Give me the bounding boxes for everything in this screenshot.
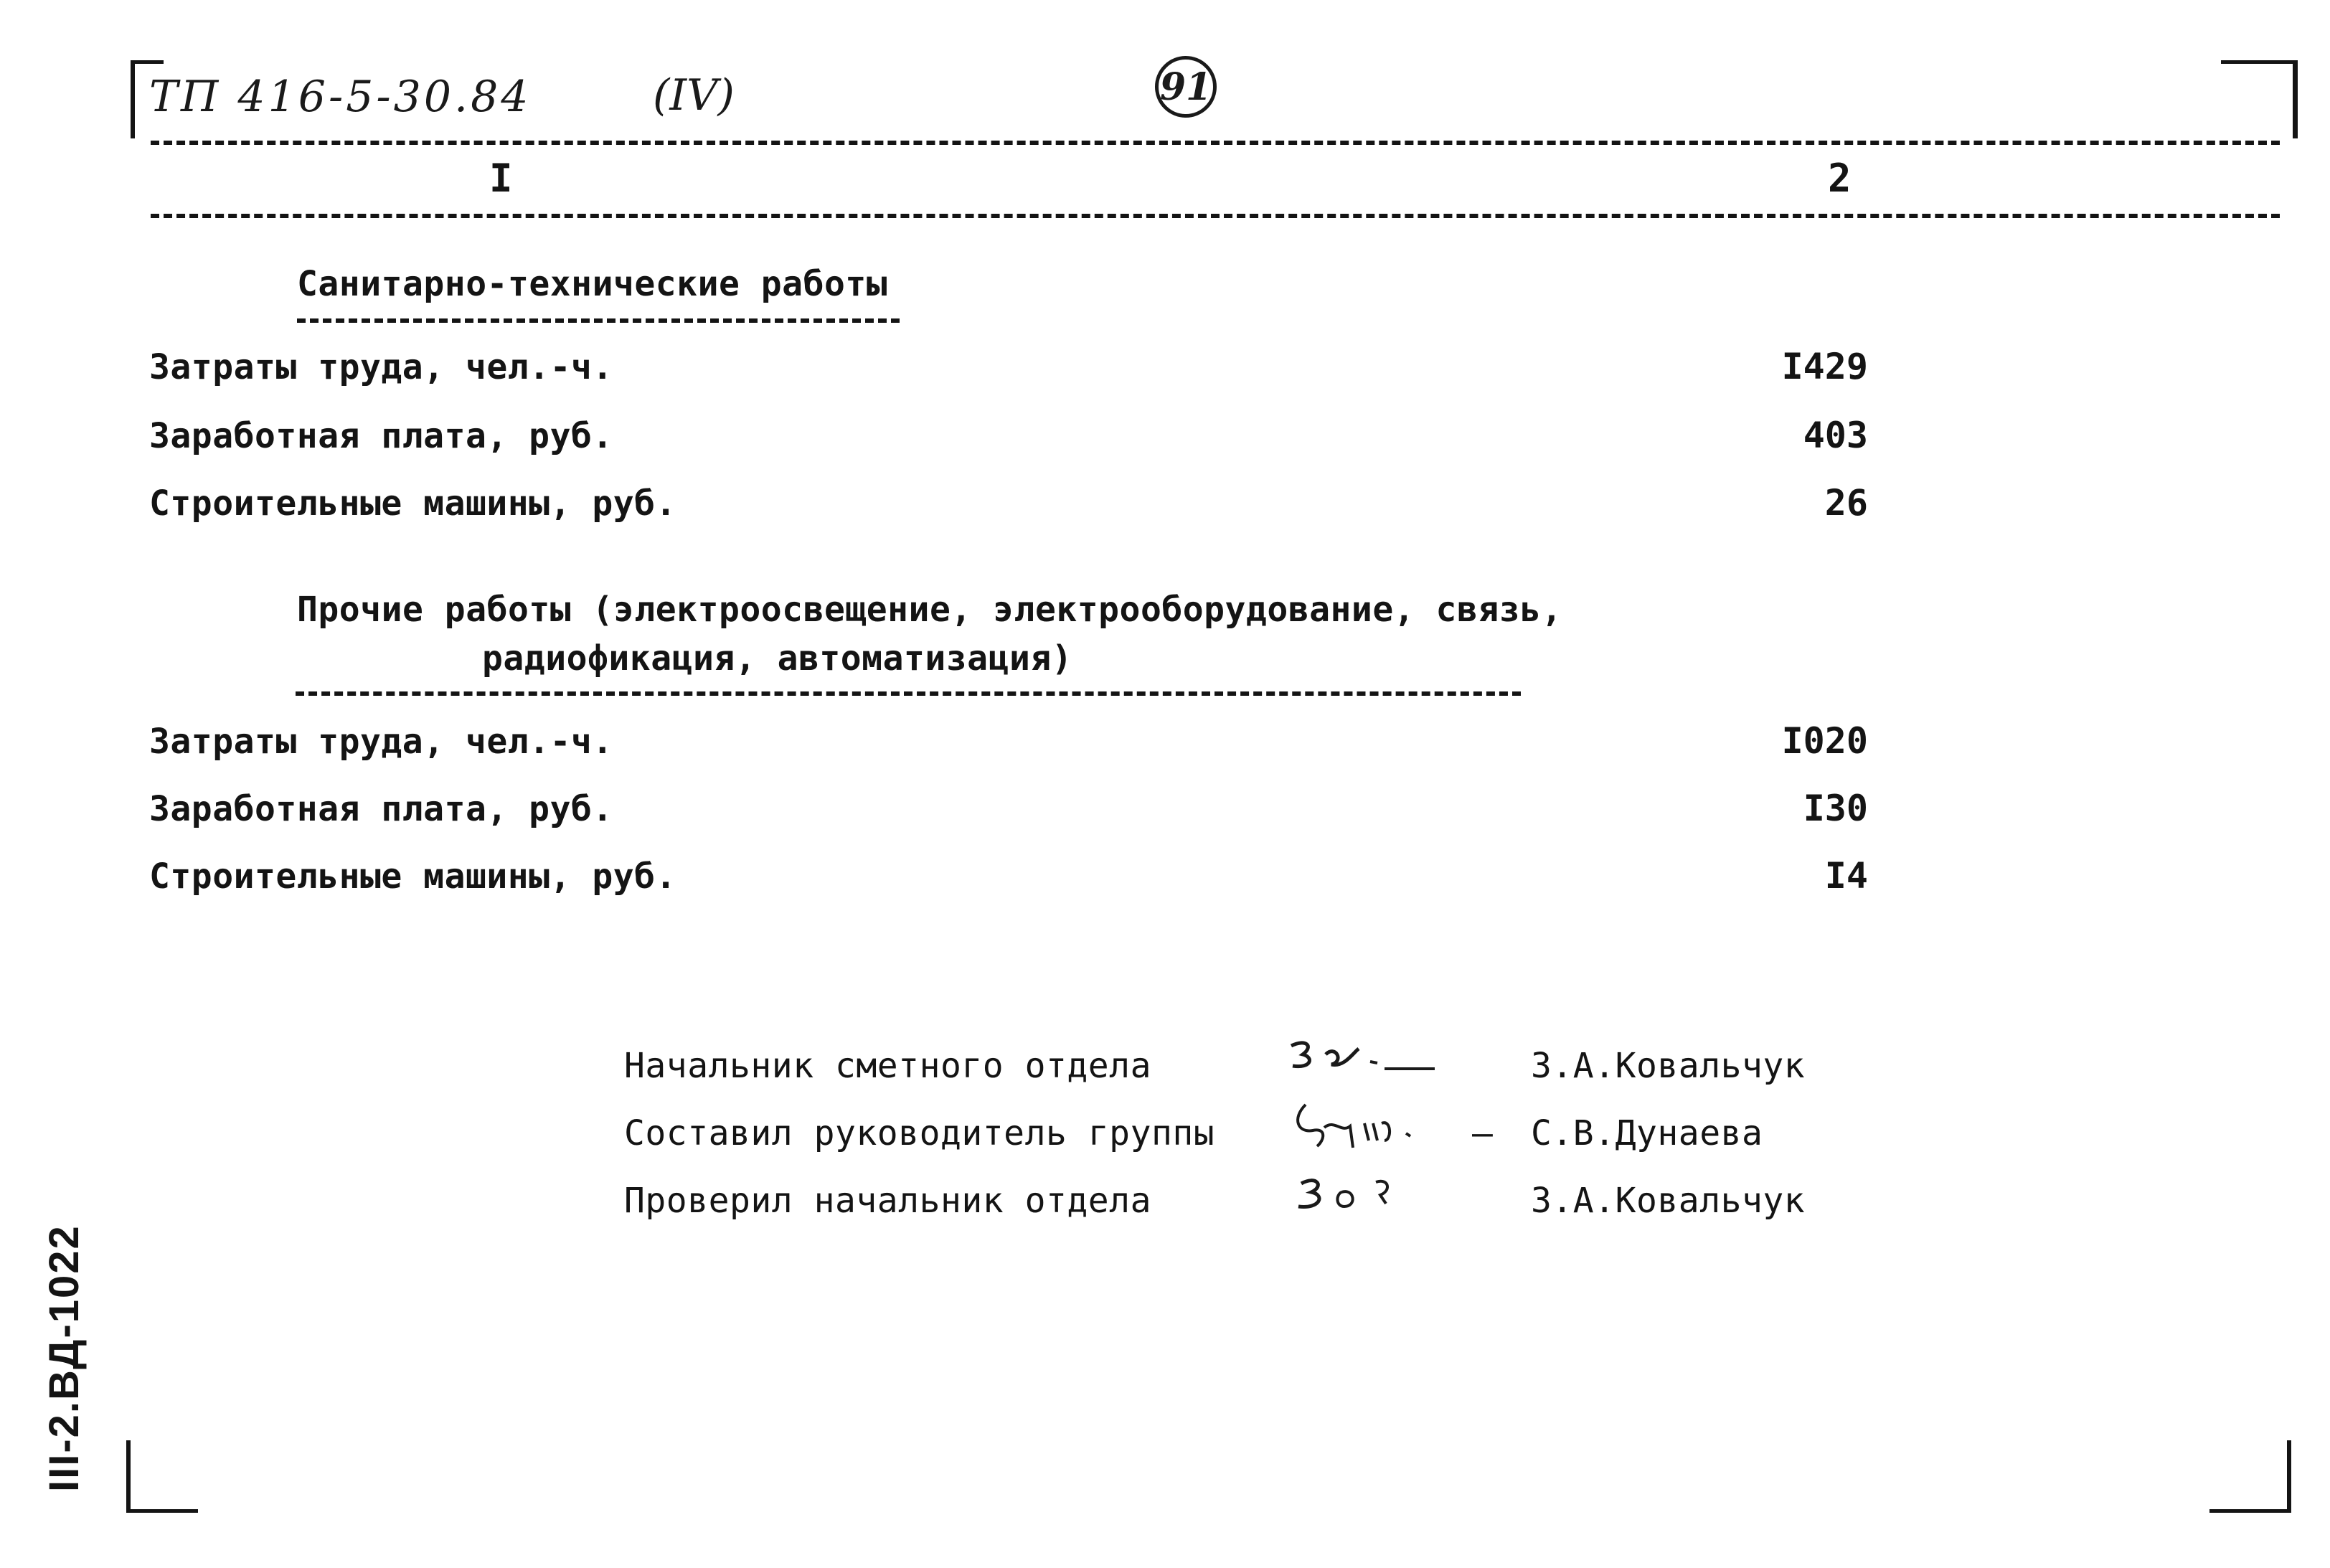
section-1-row-2-label: Заработная плата, руб. [149, 416, 613, 456]
bottom-right-corner [2209, 1440, 2291, 1513]
section-2-title-line-2: радиофикация, автоматизация) [482, 638, 1073, 679]
signature-3-handwriting [1291, 1166, 1435, 1224]
top-right-corner [2221, 60, 2298, 138]
signature-1-role: Начальник сметного отдела [624, 1046, 1151, 1086]
section-1-row-1-value: I429 [1781, 346, 1868, 387]
page-number-text: 91 [1159, 65, 1212, 109]
signature-1-handwriting [1284, 1033, 1456, 1090]
header-rule-bottom [151, 214, 2280, 218]
doc-code: ТП 416-5-30.84 [149, 72, 532, 122]
section-1-row-1-label: Затраты труда, чел.-ч. [149, 347, 613, 387]
signature-3-name: З.А.Ковальчук [1531, 1181, 1806, 1221]
column-1-header: I [489, 156, 514, 201]
section-1-row-3-label: Строительные машины, руб. [149, 483, 676, 524]
section-1-row-3-value: 26 [1824, 482, 1868, 524]
section-2-row-3-value: I4 [1824, 855, 1868, 897]
volume-mark: (IV) [653, 70, 735, 121]
signature-3-role: Проверил начальник отдела [624, 1181, 1151, 1221]
column-2-header: 2 [1828, 156, 1852, 201]
section-1-underline [297, 318, 900, 323]
header-rule-top [151, 141, 2280, 145]
signature-2-role: Составил руководитель группы [624, 1113, 1215, 1153]
page-number [1155, 56, 1217, 118]
signature-1-name: З.А.Ковальчук [1531, 1046, 1806, 1086]
section-1-row-2-value: 403 [1803, 415, 1868, 456]
section-2-underline [296, 691, 1521, 696]
section-2-row-2-value: I30 [1803, 788, 1868, 829]
section-2-row-2-label: Заработная плата, руб. [149, 789, 613, 829]
side-stamp-text: III-2.ВД-1022 [41, 1224, 88, 1492]
signature-2-name: С.В.Дунаева [1531, 1113, 1763, 1153]
section-1-title: Санитарно-технические работы [297, 264, 888, 304]
section-2-row-1-value: I020 [1781, 720, 1868, 762]
signature-2-dash: – [1472, 1113, 1494, 1153]
section-2-row-3-label: Строительные машины, руб. [149, 856, 676, 897]
signature-2-handwriting [1284, 1090, 1471, 1169]
section-2-row-1-label: Затраты труда, чел.-ч. [149, 722, 613, 762]
side-stamp [40, 1224, 88, 1492]
section-2-title-line-1: Прочие работы (электроосвещение, электрооборудование, связь, [297, 590, 1562, 630]
bottom-left-corner [126, 1440, 198, 1513]
